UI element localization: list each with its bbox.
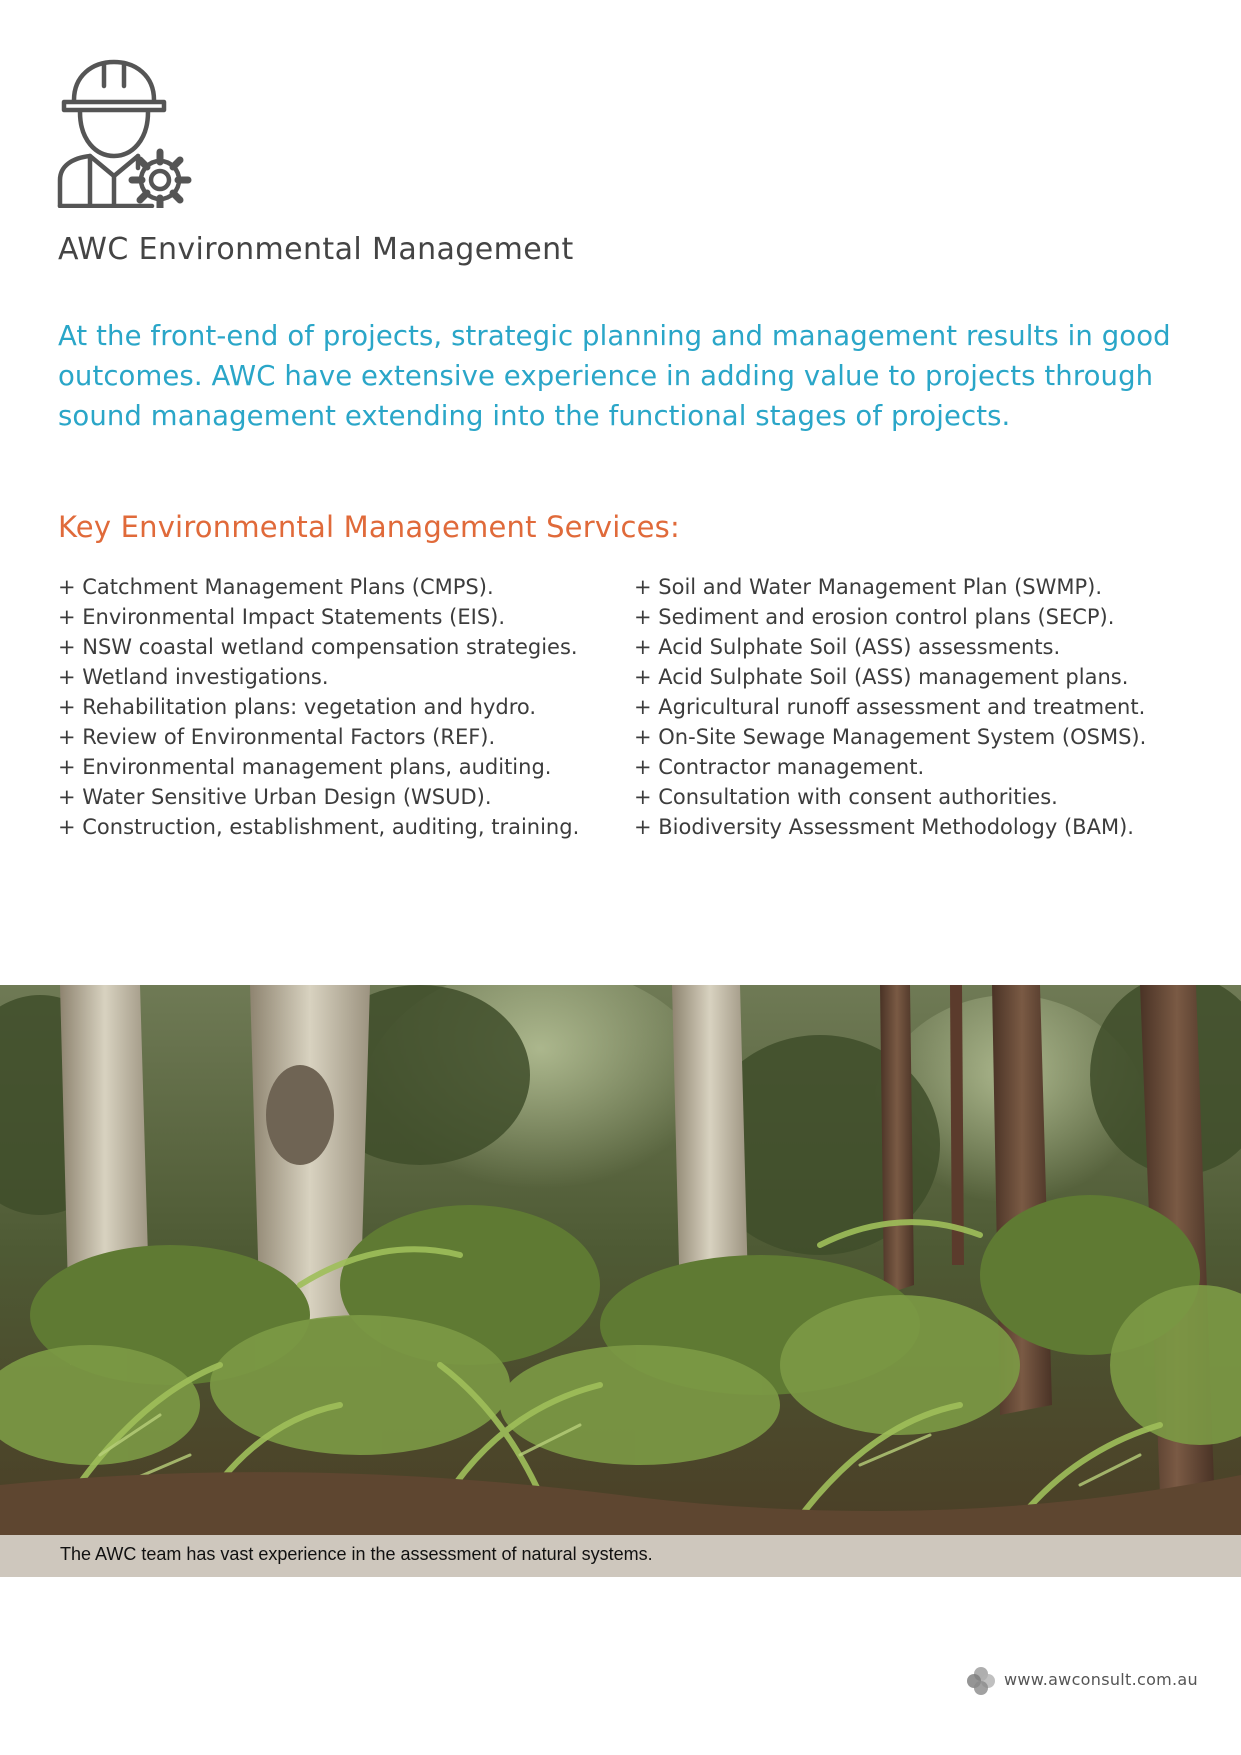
- list-item: + Environmental management plans, auditing.: [58, 755, 552, 779]
- list-item: + On-Site Sewage Management System (OSMS).: [634, 725, 1147, 749]
- awc-logo-icon: [966, 1666, 996, 1696]
- list-item: + Water Sensitive Urban Design (WSUD).: [58, 785, 492, 809]
- services-heading: Key Environmental Management Services:: [58, 510, 680, 544]
- forest-photo: [0, 985, 1241, 1577]
- list-item: + Consultation with consent authorities.: [634, 785, 1058, 809]
- intro-paragraph: At the front-end of projects, strategic planning and management results in good outcomes. AWC have extensive experience in adding value to projects through sound management extending into the functional stages of projects.: [58, 320, 1171, 432]
- list-item: + Acid Sulphate Soil (ASS) management plans.: [634, 665, 1129, 689]
- list-item: + Contractor management.: [634, 755, 925, 779]
- list-item: + Wetland investigations.: [58, 665, 329, 689]
- services-list-right: [634, 572, 1146, 842]
- list-item: + Construction, establishment, auditing, training.: [58, 815, 580, 839]
- photo-caption: The AWC team has vast experience in the assessment of natural systems.: [60, 1544, 653, 1564]
- list-item: + NSW coastal wetland compensation strategies.: [58, 635, 578, 659]
- list-item: + Sediment and erosion control plans (SECP).: [634, 605, 1115, 629]
- website-link[interactable]: www.awconsult.com.au: [1004, 1670, 1198, 1689]
- list-item: + Rehabilitation plans: vegetation and hydro.: [58, 695, 537, 719]
- list-item: + Biodiversity Assessment Methodology (BAM).: [634, 815, 1134, 839]
- page-title: AWC Environmental Management: [58, 232, 574, 267]
- list-item: + Acid Sulphate Soil (ASS) assessments.: [634, 635, 1061, 659]
- list-item: + Review of Environmental Factors (REF).: [58, 725, 496, 749]
- list-item: + Environmental Impact Statements (EIS).: [58, 605, 506, 629]
- list-item: + Catchment Management Plans (CMPS).: [58, 575, 494, 599]
- list-item: + Agricultural runoff assessment and treatment.: [634, 695, 1146, 719]
- list-item: + Soil and Water Management Plan (SWMP).: [634, 575, 1103, 599]
- engineer-with-gear-icon: [56, 56, 192, 208]
- services-list-left: [58, 572, 579, 842]
- photo-caption-bar: [0, 1535, 1241, 1577]
